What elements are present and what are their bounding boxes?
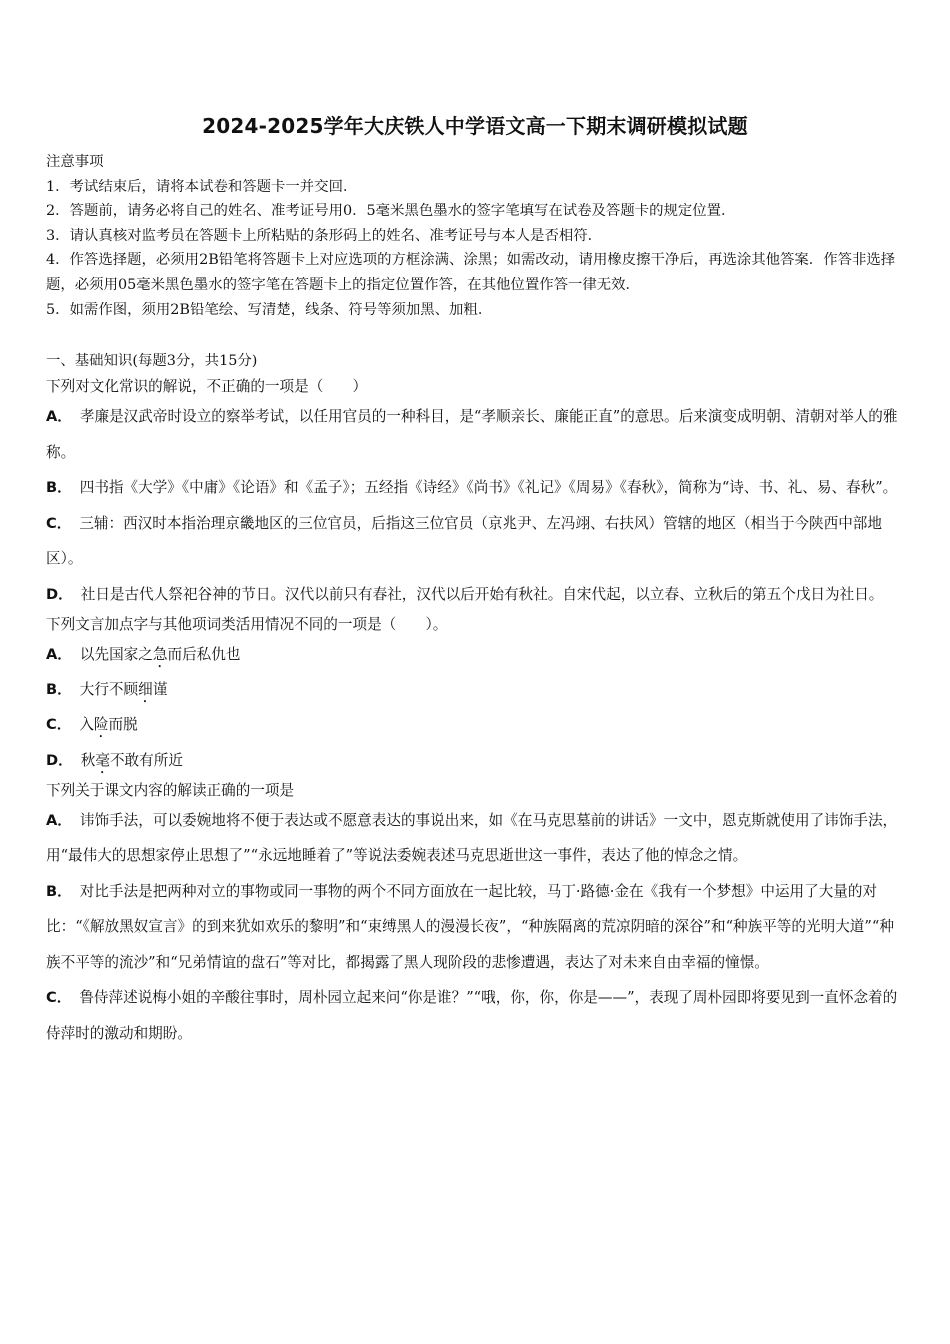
question-3-option-c (46, 980, 908, 1051)
question-2-option-a (46, 637, 908, 672)
option-text: 讳饰手法，可以委婉地将不便于表达或不愿意表达的事说出来，如《在马克思墓前的讲话》一文中，恩克斯就使用了讳饰手法，用“最伟大的思想家停止思想了”“永远地睡着了”等说法委婉表述马克思逝世这一事件，表达了他的悼念之情。 (46, 811, 898, 865)
option-text-pre: 入 (79, 716, 94, 734)
option-text: 四书指《大学》《中庸》《论语》和《孟子》；五经指《诗经》《尚书》《礼记》《周易》《春秋》，简称为“诗、书、礼、易、春秋”。 (79, 479, 898, 496)
question-1-option-c (46, 506, 908, 577)
option-label: D． (46, 585, 73, 603)
option-text-post: 谨 (152, 681, 168, 699)
dotted-character: 险 (93, 716, 109, 734)
option-text-post: 而后私仇也 (167, 646, 241, 663)
question-1-option-d (46, 577, 908, 613)
option-label: C． (46, 989, 72, 1007)
notice-item-3: 3．请认真核对监考员在答题卡上所粘贴的条形码上的姓名、准考证号与本人是否相符． (46, 227, 603, 244)
option-label: D． (46, 751, 73, 769)
dotted-character: 急 (152, 646, 168, 663)
option-text-pre: 以先国家之 (79, 646, 153, 663)
option-text: 三辅：西汉时本指治理京畿地区的三位官员，后指这三位官员（京兆尹、左冯翊、右扶风）管辖的地区（相当于今陕西中部地区）。 (46, 514, 882, 567)
question-2-option-b (46, 672, 908, 707)
option-text-pre: 大行不顾 (79, 681, 139, 699)
option-label: A． (46, 646, 72, 663)
option-label: C． (46, 716, 72, 734)
option-text: 社日是古代人祭祀谷神的节日。汉代以前只有春社，汉代以后开始有秋社。自宋代起，以立春、立秋后的第五个戊日为社日。 (80, 585, 884, 603)
notice-section (46, 150, 908, 322)
notice-item-1: 1．考试结束后，请将本试卷和答题卡一并交回． (46, 178, 358, 195)
question-2-option-d (46, 743, 908, 778)
option-text: 孝廉是汉武帝时设立的察举考试，以任用官员的一种科目，是“孝顺亲长、廉能正直”的意思。后来演变成明朝、清朝对举人的雅称。 (46, 408, 898, 461)
option-label: A． (46, 811, 72, 829)
exam-title: 2024-2025学年大庆铁人中学语文高一下期末调研模拟试题 (202, 114, 748, 138)
option-label: B． (46, 681, 72, 699)
question-2-stem: 下列文言加点字与其他项词类活用情况不同的一项是（ ）。 (46, 616, 448, 633)
section-basic-knowledge (46, 349, 908, 1051)
question-1-option-a (46, 399, 908, 470)
option-text: 鲁侍萍述说梅小姐的辛酸往事时，周朴园立起来问“你是谁？”“哦，你，你，你是——”，表现了周朴园即将要见到一直怀念着的侍萍时的激动和期盼。 (46, 989, 898, 1042)
notice-item-2: 2．答题前，请务必将自己的姓名、准考证号用0．5毫米黑色墨水的签字笔填写在试卷及答题卡的规定位置． (46, 203, 736, 220)
section-heading: 一、基础知识(每题3分，共15分) (46, 353, 258, 369)
option-text: 对比手法是把两种对立的事物或同一事物的两个不同方面放在一起比较，马丁·路德·金在《我有一个梦想》中运用了大量的对比：“《解放黑奴宣言》的到来犹如欢乐的黎明”和“束缚黑人的漫漫长夜”，“种族隔离的荒凉阴暗的深谷”和“种族平等的光明大道”“种族不平等的流沙”和“兄弟情谊的盘石”等对比，都揭露了黑人现阶段的悲惨遭遇，表达了对未来自由幸福的憧憬。 (46, 882, 894, 971)
question-1-stem: 下列对文化常识的解说，不正确的一项是（ ） (46, 378, 368, 395)
option-text-post: 而脱 (108, 716, 138, 734)
option-text-post: 不敢有所近 (109, 751, 183, 769)
option-label: B． (46, 882, 72, 900)
question-3-option-a (46, 803, 908, 874)
notice-heading: 注意事项 (46, 154, 104, 170)
notice-item-5: 5．如需作图，须用2B铅笔绘、写清楚，线条、符号等须加黑、加粗． (46, 301, 493, 318)
question-1-option-b (46, 470, 908, 506)
question-3-stem: 下列关于课文内容的解读正确的一项是 (46, 781, 295, 799)
option-text-pre: 秋 (80, 751, 96, 769)
notice-item-4: 4．作答选择题，必须用2B铅笔将答题卡上对应选项的方框涂满、涂黑；如需改动，请用橡皮擦干净后，再选涂其他答案．作答非选择题，必须用05毫米黑色墨水的签字笔在答题卡上的指定位置作答，在其他位置作答一律无效． (46, 252, 896, 293)
option-label: A． (46, 408, 72, 425)
option-label: B． (46, 479, 72, 496)
dotted-character: 毫 (95, 751, 110, 769)
dotted-character: 细 (138, 681, 153, 699)
option-label: C． (46, 514, 72, 532)
question-2-option-c (46, 707, 908, 742)
question-3-option-b (46, 874, 908, 981)
